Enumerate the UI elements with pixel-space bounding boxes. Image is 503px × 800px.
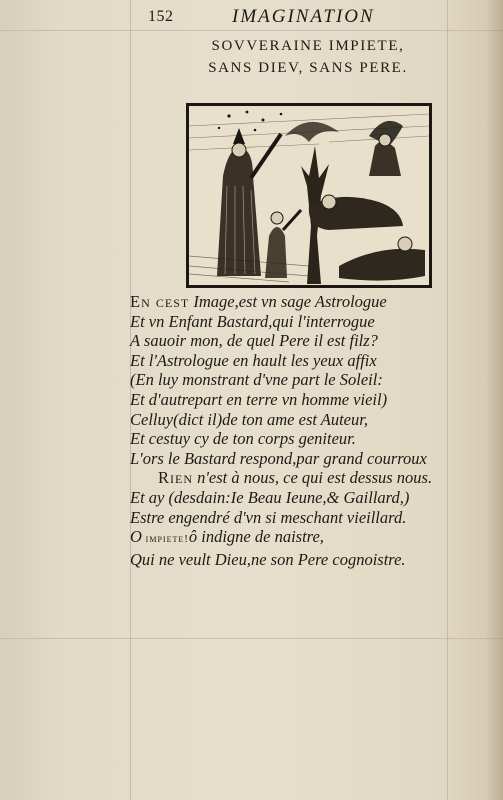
verse-line-8: Et cestuy cy de ton corps geniteur. [130, 429, 356, 449]
page-number: 152 [148, 8, 174, 25]
margin-rule-bottom [0, 638, 503, 639]
verse-line-2: Et vn Enfant Bastard,qui l'interrogue [130, 311, 375, 331]
verse-block [130, 292, 470, 569]
verse-line-6: Et d'autrepart en terre vn homme vieil) [130, 389, 388, 409]
woodcut-engraving-icon [189, 106, 429, 285]
motto-line-2: SANS DIEV, SANS PERE. [208, 60, 408, 76]
verse-line-10: Rien n'est à nous, ce qui est dessus nous. [158, 468, 433, 488]
page-edge-stain [485, 0, 503, 800]
verse-line-5: (En luy monstrant d'vne part le Soleil: [130, 370, 383, 390]
running-head: IMAGINATION [232, 6, 375, 27]
verse-line-1: En cest Image,est vn sage Astrologue [130, 292, 387, 311]
verse-line-11: Et ay (desdain:Ie Beau Ieune,& Gaillard,) [130, 487, 410, 507]
woodcut-illustration [186, 103, 432, 288]
verse-line-14: Qui ne veult Dieu,ne son Pere cognoistre. [130, 549, 406, 569]
verse-line-13: O impiete!ô indigne de naistre, [130, 527, 324, 547]
margin-rule-top [0, 30, 503, 31]
motto-line-1: SOVVERAINE IMPIETE, [211, 38, 405, 54]
verse-line-9: L'ors le Bastard respond,par grand courroux [130, 448, 427, 468]
verse-line-12: Estre engendré d'vn si meschant vieillard. [130, 507, 407, 527]
verse-line-7: Celluy(dict il)de ton ame est Auteur, [130, 409, 368, 429]
verse-line-3: A sauoir mon, de quel Pere il est filz? [130, 331, 378, 351]
verse-line-4: Et l'Astrologue en hault les yeux affix [130, 350, 377, 370]
